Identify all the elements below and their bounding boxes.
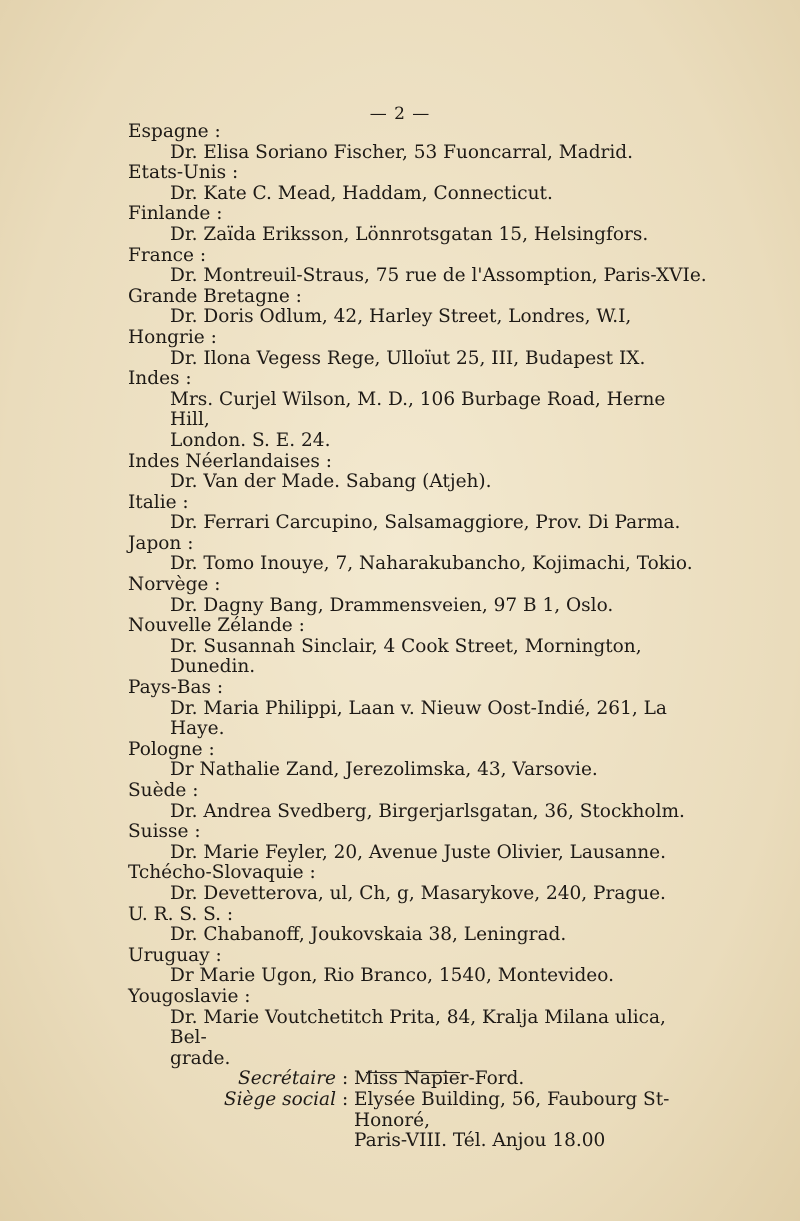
office-value-line2: Paris-VIII. Tél. Anjou 18.00 [354, 1130, 606, 1152]
country-entries [128, 122, 708, 1069]
contact-entry [128, 266, 708, 287]
contact-entry [128, 184, 708, 205]
country-heading: U. R. S. S. : [128, 903, 234, 925]
contact-entry [128, 349, 708, 370]
contact-line: Dr. Chabanoff, Joukovskaia 38, Leningrad. [170, 924, 567, 946]
contact-entry [128, 513, 708, 534]
contact-line: Dr. Van der Made. Sabang (Atjeh). [170, 471, 492, 493]
contact-entry [128, 925, 708, 946]
country-heading: Uruguay : [128, 944, 222, 966]
contact-entry [128, 843, 708, 864]
contact-line: Dr. Kate C. Mead, Haddam, Connecticut. [170, 182, 553, 204]
contact-entry [128, 307, 708, 328]
secretary-label: Secrétaire [238, 1068, 336, 1090]
country-heading: Indes Néerlandaises : [128, 450, 333, 472]
contact-line: Mrs. Curjel Wilson, M. D., 106 Burbage Road, Herne Hill, [170, 388, 666, 431]
contact-entry [128, 554, 708, 575]
contact-line: Dr. Andrea Svedberg, Birgerjarlsgatan, 36, Stockholm. [170, 800, 685, 822]
office-label: Siège social [223, 1088, 336, 1110]
contact-entry [128, 699, 708, 740]
country-heading: Tchécho-Slovaquie : [128, 862, 316, 884]
contact-line: Dr. Ilona Vegess Rege, Ulloïut 25, III, Budapest IX. [170, 347, 646, 369]
office-separator: : [342, 1088, 349, 1110]
country-heading: Espagne : [128, 121, 221, 142]
contact-line: Dr Marie Ugon, Rio Branco, 1540, Montevideo. [170, 965, 614, 987]
contact-line: Dr. Susannah Sinclair, 4 Cook Street, Mornington, Dunedin. [170, 635, 642, 678]
contact-entry [128, 596, 708, 617]
contact-entry [128, 637, 708, 678]
contact-line: grade. [170, 1047, 231, 1069]
contact-line: Dr. Zaïda Eriksson, Lönnrotsgatan 15, Helsingfors. [170, 223, 649, 245]
contact-line: Dr Nathalie Zand, Jerezolimska, 43, Varsovie. [170, 759, 598, 781]
country-heading: Norvège : [128, 574, 221, 596]
page-number: — 2 — [369, 104, 431, 124]
contact-line: Dr. Ferrari Carcupino, Salsamaggiore, Prov. Di Parma. [170, 512, 681, 534]
contact-line: Dr. Elisa Soriano Fischer, 53 Fuoncarral, Madrid. [170, 141, 634, 163]
contact-entry [128, 802, 708, 823]
country-heading: Suisse : [128, 821, 201, 843]
country-heading: Suède : [128, 780, 199, 801]
country-heading: Nouvelle Zélande : [128, 615, 305, 637]
contact-entry [128, 760, 708, 781]
contact-line: Dr. Montreuil-Straus, 75 rue de l'Assomption, Paris-XVIe. [170, 265, 707, 287]
secretary-separator: : [342, 1068, 349, 1090]
contact-line: Dr. Doris Odlum, 42, Harley Street, Londres, W.I, [170, 306, 632, 328]
contact-entry [128, 143, 708, 164]
directory-list [128, 122, 708, 1152]
contact-line: Dr. Marie Voutchetitch Prita, 84, Kralja Milana ulica, Bel- [170, 1006, 666, 1049]
contact-line: Dr. Dagny Bang, Drammensveien, 97 B 1, Oslo. [170, 594, 614, 616]
country-heading: Etats-Unis : [128, 162, 239, 184]
country-heading: Japon : [128, 532, 194, 554]
contact-entry [128, 225, 708, 246]
country-heading: Indes : [128, 368, 192, 390]
contact-entry [128, 884, 708, 905]
contact-line: Dr. Devetterova, ul, Ch, g, Masarykove, 240, Prague. [170, 882, 666, 904]
contact-line: Dr. Maria Philippi, Laan v. Nieuw Oost-Indié, 261, La Haye. [170, 697, 667, 740]
contact-line: London. S. E. 24. [170, 429, 331, 451]
country-heading: Grande Bretagne : [128, 285, 302, 307]
secretary-value: Miss Napier-Ford. [354, 1068, 525, 1090]
country-heading: Finlande : [128, 203, 223, 225]
country-heading: Hongrie : [128, 326, 217, 348]
contact-entry [128, 390, 708, 452]
contact-entry [128, 472, 708, 493]
country-heading: Pologne : [128, 738, 215, 760]
office-value-line1: Elysée Building, 56, Faubourg St-Honoré, [354, 1088, 670, 1131]
closing-rule [366, 1072, 460, 1073]
contact-entry [128, 1008, 708, 1070]
office-value [354, 1090, 708, 1152]
contact-line: Dr. Tomo Inouye, 7, Naharakubancho, Kojimachi, Tokio. [170, 553, 693, 575]
office-row [128, 1090, 708, 1152]
contact-line: Dr. Marie Feyler, 20, Avenue Juste Olivier, Lausanne. [170, 841, 666, 863]
footer-block [128, 1069, 708, 1151]
country-heading: France : [128, 244, 207, 266]
contact-entry [128, 966, 708, 987]
country-heading: Italie : [128, 491, 189, 513]
country-heading: Yougoslavie : [128, 985, 251, 1007]
country-heading: Pays-Bas : [128, 677, 224, 699]
